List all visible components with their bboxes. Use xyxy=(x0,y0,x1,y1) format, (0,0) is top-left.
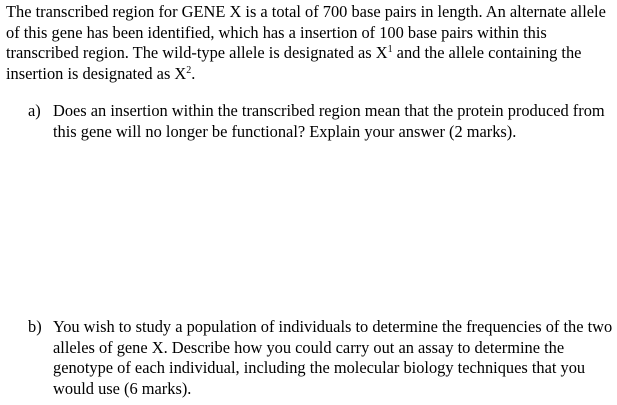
question-label: a) xyxy=(28,101,41,120)
intro-text: and the allele containing the xyxy=(392,43,582,62)
question-line: Does an insertion within the transcribed region mean that the protein produced from xyxy=(53,101,605,120)
question-line: alleles of gene X. Describe how you could carry out an assay to determine the xyxy=(53,337,565,357)
question-line: genotype of each individual, including the molecular biology techniques that you xyxy=(53,358,586,377)
question-text xyxy=(53,101,605,142)
allele-superscript: 2 xyxy=(186,64,192,76)
intro-text: . xyxy=(191,63,196,83)
intro-text: transcribed region. The wild-type allele is designated as X xyxy=(6,43,388,62)
allele-superscript: 1 xyxy=(387,44,393,55)
question-line: this gene will no longer be functional? Explain your answer (2 marks). xyxy=(53,121,517,141)
question-line: would use (6 marks). xyxy=(53,378,192,398)
intro-line: The transcribed region for GENE X is a total of 700 base pairs in length. An alternate allele xyxy=(6,2,606,21)
intro-text: insertion is designated as X xyxy=(6,63,187,83)
question-line: You wish to study a population of individuals to determine the frequencies of the two xyxy=(53,317,613,336)
intro-line xyxy=(6,43,611,64)
question-text xyxy=(53,317,612,399)
question-label: b) xyxy=(28,317,42,336)
intro-line xyxy=(6,64,611,85)
intro-paragraph xyxy=(6,2,611,84)
intro-line: of this gene has been identified, which has a insertion of 100 base pairs within this xyxy=(6,22,547,42)
